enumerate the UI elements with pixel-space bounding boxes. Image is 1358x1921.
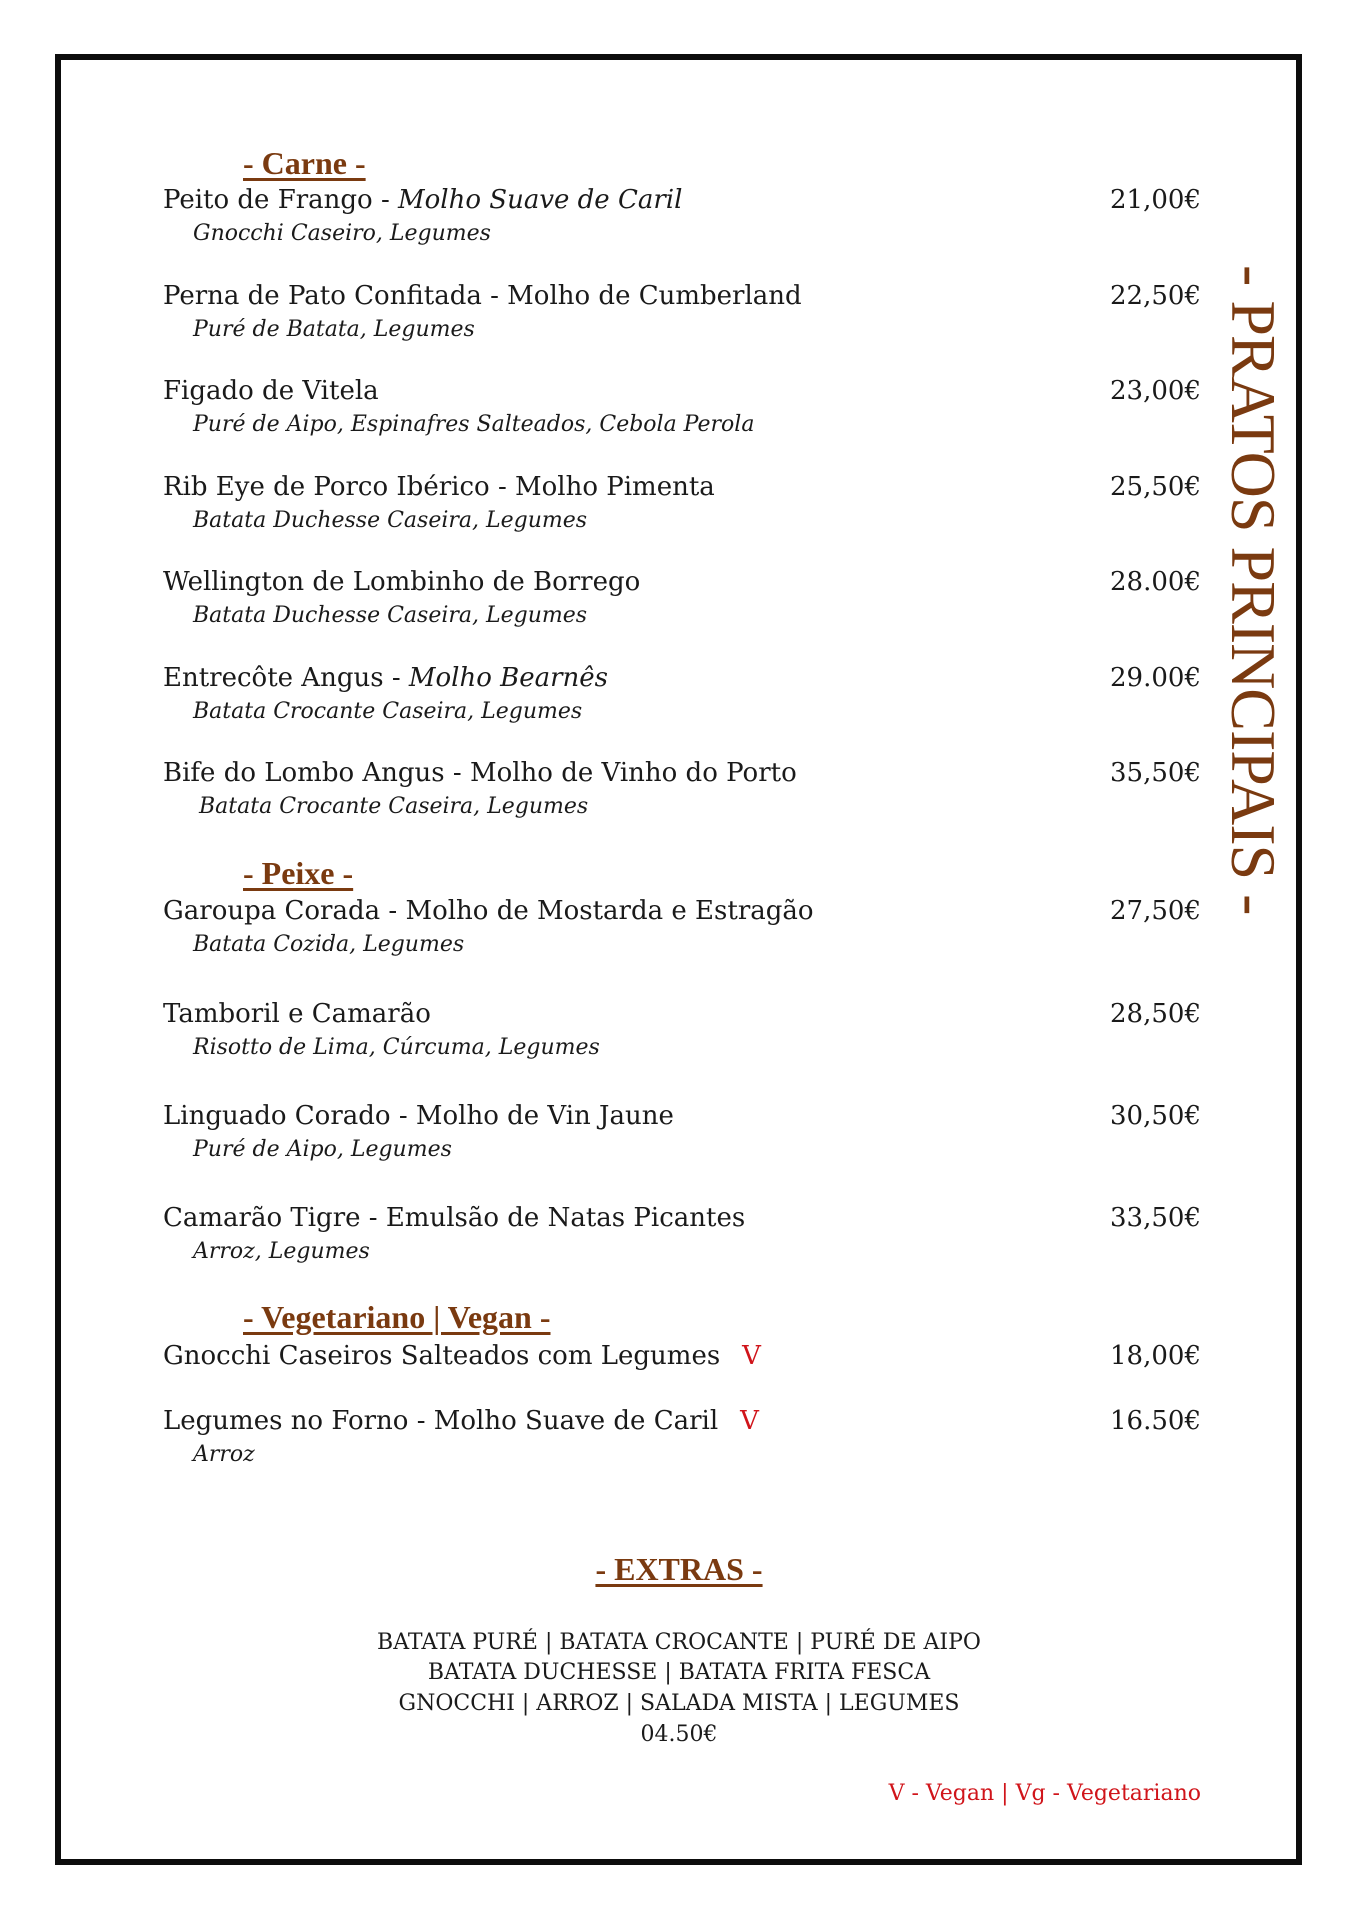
menu-item-description: Puré de Aipo, Legumes: [193, 1137, 452, 1162]
section-title-peixe: - Peixe -: [243, 855, 354, 891]
extras-list-line: GNOCCHI | ARROZ | SALADA MISTA | LEGUMES: [398, 1691, 960, 1716]
side-title: [1203, 120, 1303, 1060]
menu-item-description: Arroz, Legumes: [193, 1239, 370, 1264]
diet-legend: V - Vegan | Vg - Vegetariano: [888, 1781, 1201, 1806]
menu-item-name: Gnocchi Caseiros Salteados com Legumes V: [163, 1341, 761, 1371]
menu-item-price: 25,50€: [1110, 472, 1201, 502]
menu-item-price: 16.50€: [1110, 1406, 1201, 1436]
menu-item-price: 27,50€: [1110, 896, 1201, 926]
menu-item-description: Batata Crocante Caseira, Legumes: [199, 794, 589, 819]
menu-item-name: Garoupa Corada - Molho de Mostarda e Estragão: [163, 896, 814, 926]
menu-item-description: Gnocchi Caseiro, Legumes: [193, 221, 491, 246]
menu-item-price: 21,00€: [1110, 185, 1201, 215]
section-title-carne: - Carne -: [243, 145, 366, 181]
menu-item-name: Wellington de Lombinho de Borrego: [163, 567, 641, 597]
menu-item-price: 33,50€: [1110, 1203, 1201, 1233]
menu-item-sauce: Molho Bearnês: [408, 663, 609, 693]
menu-item-name: Rib Eye de Porco Ibérico - Molho Pimenta: [163, 472, 715, 502]
extras-list-line: BATATA PURÉ | BATATA CROCANTE | PURÉ DE AIPO: [377, 1630, 981, 1655]
menu-item-price: 18,00€: [1110, 1341, 1201, 1371]
menu-item-description: Puré de Batata, Legumes: [193, 317, 475, 342]
extras-list-line: BATATA DUCHESSE | BATATA FRITA FESCA: [427, 1660, 931, 1685]
extras-price: 04.50€: [640, 1722, 718, 1747]
menu-item-sauce: Molho Suave de Caril: [398, 185, 683, 215]
menu-item-name: Perna de Pato Confitada - Molho de Cumberland: [163, 281, 802, 311]
menu-item-description: Arroz: [193, 1442, 255, 1467]
menu-item-price: 35,50€: [1110, 758, 1201, 788]
menu-item-price: 23,00€: [1110, 376, 1201, 406]
side-title-text: - PRATOS PRINCIPAIS -: [1218, 265, 1289, 915]
vegan-mark: V: [740, 1406, 759, 1436]
menu-item-price: 28,50€: [1110, 999, 1201, 1029]
vegan-mark: V: [742, 1341, 761, 1371]
menu-item-name: Linguado Corado - Molho de Vin Jaune: [163, 1101, 674, 1131]
menu-item-description: Risotto de Lima, Cúrcuma, Legumes: [193, 1035, 600, 1060]
menu-item-description: Puré de Aipo, Espinafres Salteados, Cebola Perola: [193, 412, 755, 437]
menu-item-price: 29.00€: [1110, 663, 1201, 693]
menu-item-description: Batata Crocante Caseira, Legumes: [193, 699, 583, 724]
menu-item-name: Entrecôte Angus - Molho Bearnês: [163, 663, 609, 693]
menu-item-name: Figado de Vitela: [163, 376, 379, 406]
extras-title: - EXTRAS -: [595, 1551, 763, 1587]
menu-item-price: 30,50€: [1110, 1101, 1201, 1131]
menu-item-name: Peito de Frango - Molho Suave de Caril: [163, 185, 683, 215]
menu-item-price: 28.00€: [1110, 567, 1201, 597]
menu-item-description: Batata Duchesse Caseira, Legumes: [193, 603, 588, 628]
menu-item-price: 22,50€: [1110, 281, 1201, 311]
menu-item-name: Camarão Tigre - Emulsão de Natas Picantes: [163, 1203, 746, 1233]
menu-item-name: Tamboril e Camarão: [163, 999, 431, 1029]
menu-item-description: Batata Duchesse Caseira, Legumes: [193, 508, 588, 533]
menu-item-name: Legumes no Forno - Molho Suave de Caril V: [163, 1406, 759, 1436]
menu-item-name: Bife do Lombo Angus - Molho de Vinho do Porto: [163, 758, 797, 788]
menu-item-description: Batata Cozida, Legumes: [193, 932, 465, 957]
section-title-vegetarian: - Vegetariano | Vegan -: [243, 1299, 551, 1335]
